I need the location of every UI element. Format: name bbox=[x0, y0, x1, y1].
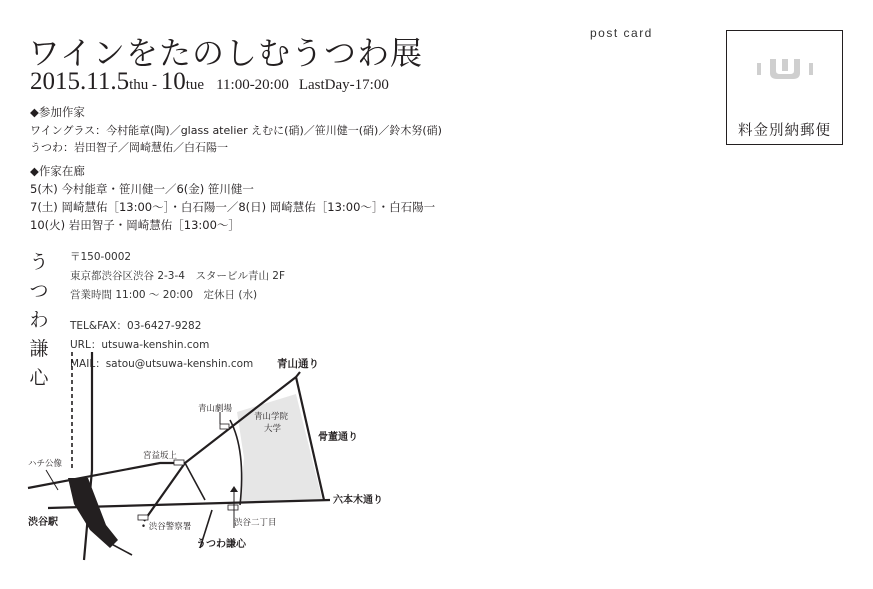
in-gallery-line: 5(木) 今村能章・笹川健一／6(金) 笹川健一 bbox=[30, 182, 254, 196]
postage-text: 料金別納郵便 bbox=[738, 123, 831, 139]
postage-stamp-box bbox=[726, 30, 843, 145]
crossing-shibuya-police bbox=[138, 515, 148, 520]
postcard-label: post card bbox=[590, 26, 653, 40]
side-road-2 bbox=[230, 420, 242, 505]
in-gallery-heading: ◆作家在廊 bbox=[30, 164, 85, 178]
exhibition-dates bbox=[30, 68, 389, 96]
shop-mail[interactable]: MAIL：satou@utsuwa-kenshin.com bbox=[70, 358, 254, 370]
exhibition-title: ワインをたのしむうつわ展 bbox=[28, 34, 424, 72]
aoyama-dori-north bbox=[296, 372, 300, 377]
label-shop: うつわ謙心 bbox=[196, 539, 246, 550]
label-shibuya-2chome: 渋谷二丁目 bbox=[234, 518, 277, 528]
shop-name: うつわ謙心 bbox=[29, 251, 49, 389]
postal-code: 〒150-0002 bbox=[70, 251, 132, 263]
postal-mark-icon bbox=[757, 57, 813, 83]
date-dash: - bbox=[148, 77, 161, 93]
date-start-weekday: thu bbox=[129, 77, 149, 93]
arrow-icon bbox=[230, 486, 238, 492]
in-gallery-line: 7(土) 岡崎慧佑［13:00～］・白石陽一／8(日) 岡崎慧佑［13:00～］・白石陽一 bbox=[30, 200, 436, 214]
aoyama-gakuin-campus bbox=[237, 394, 322, 504]
opening-hours: 11:00-20:00 bbox=[216, 77, 289, 93]
date-end-weekday: tue bbox=[185, 77, 205, 93]
label-aoyama-dori: 青山通り bbox=[277, 358, 319, 370]
crossing-shibuya-2chome bbox=[228, 505, 238, 510]
label-aoyama-theater: 青山劇場 bbox=[198, 404, 233, 414]
label-aoyama-gakuin-2: 大学 bbox=[264, 424, 282, 434]
pointer-hachiko bbox=[46, 470, 58, 490]
last-day-hours: LastDay-17:00 bbox=[298, 77, 389, 93]
in-gallery-line: 10(火) 岩田智子・岡崎慧佑［13:00～］ bbox=[30, 218, 240, 232]
date-end: 10 bbox=[160, 68, 186, 95]
shibuya-station-block bbox=[68, 478, 118, 548]
artists-line-glass: ワイングラス：今村能章(陶)／glass atelier えむに(硝)／笹川健一(硝)／鈴木努(硝) bbox=[30, 124, 442, 137]
label-kotto-dori: 骨董通り bbox=[318, 432, 358, 443]
shop-url[interactable]: URL：utsuwa-kenshin.com bbox=[70, 339, 210, 351]
shop-tel: TEL&FAX：03-6427-9282 bbox=[70, 320, 202, 332]
date-start: 2015.11.5 bbox=[30, 68, 130, 95]
label-hachiko: ハチ公像 bbox=[28, 459, 63, 469]
artists-line-tableware: うつわ：岩田智子／岡崎慧佑／白石陽一 bbox=[30, 141, 228, 154]
shop-address: 東京都渋谷区渋谷 2-3-4 スタービル青山 2F bbox=[70, 270, 286, 282]
label-roppongi-dori: 六本木通り bbox=[333, 495, 383, 506]
label-miyamasuzaka: 宮益坂上 bbox=[143, 451, 178, 461]
shop-hours: 営業時間 11:00 ～ 20:00 定休日 (水) bbox=[70, 289, 258, 301]
label-shibuya-station: 渋谷駅 bbox=[28, 517, 58, 528]
label-police: • 渋谷警察署 bbox=[141, 522, 192, 532]
crossing-aoyama-theater bbox=[220, 424, 229, 429]
access-map bbox=[0, 340, 873, 589]
label-aoyama-gakuin-1: 青山学院 bbox=[254, 412, 289, 422]
side-road-1 bbox=[185, 463, 205, 500]
artists-heading: ◆参加作家 bbox=[30, 105, 85, 119]
